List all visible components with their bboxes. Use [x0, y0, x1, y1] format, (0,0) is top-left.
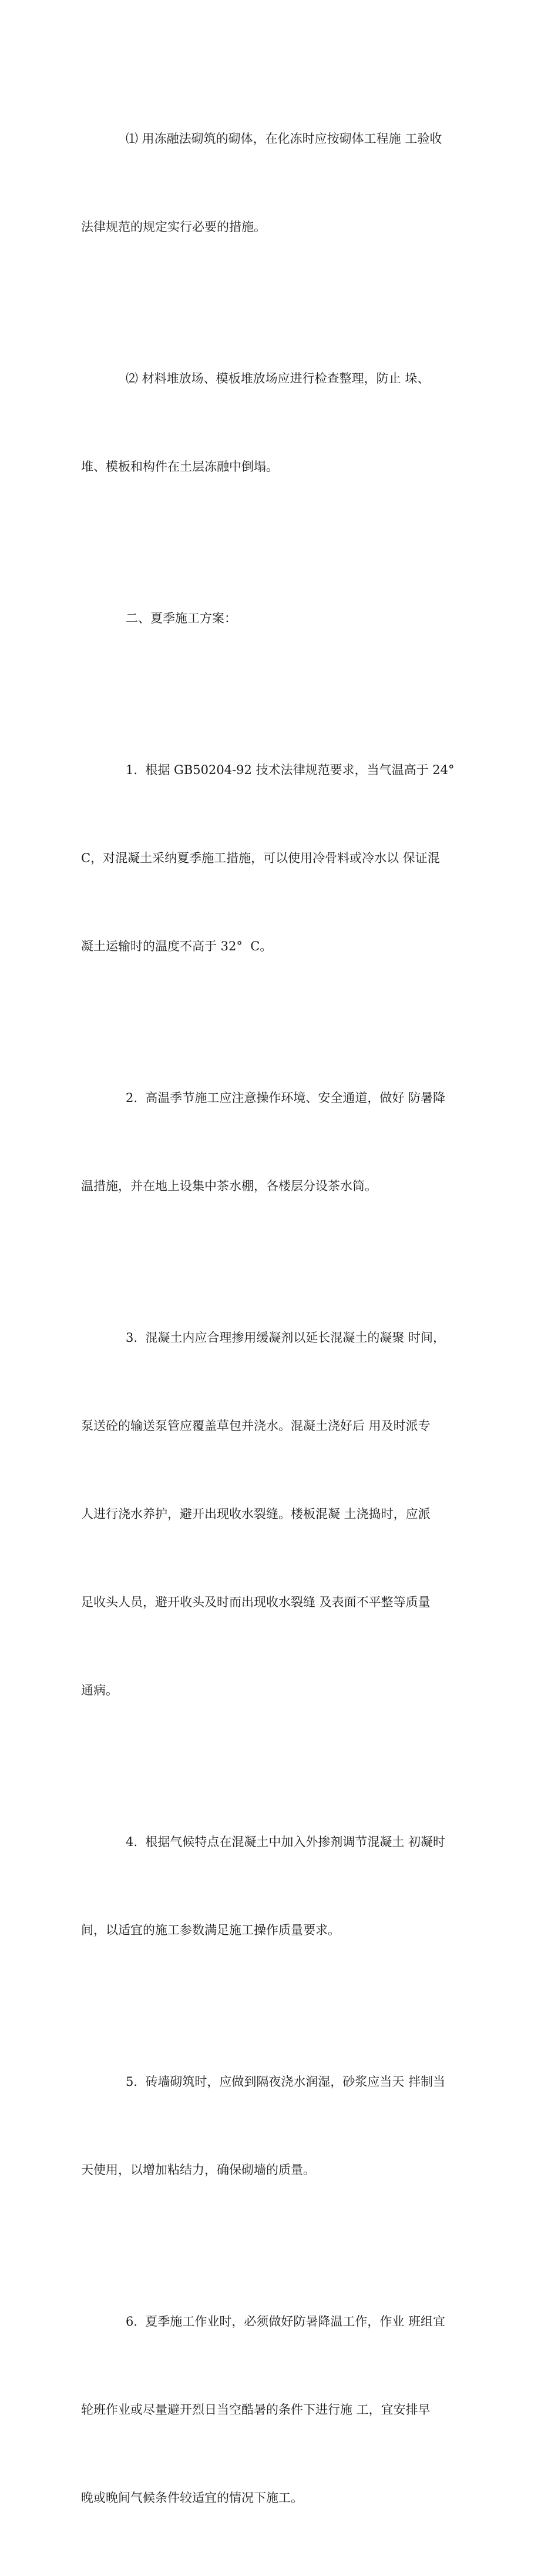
- paragraph-line: 泵送砼的输送泵管应覆盖草包并浇水。混凝土浇好后 用及时派专: [81, 1419, 431, 1433]
- paragraph-line: 1. 根据 GB50204-92 技术法律规范要求，当气温高于 24°: [126, 763, 455, 777]
- paragraph-line: 通病。: [81, 1683, 118, 1697]
- section-heading: [81, 545, 488, 692]
- paragraph-line: 人进行浇水养护，避开出现收水裂缝。楼板混凝 土浇捣时，应派: [81, 1507, 431, 1521]
- paragraph-line: 凝土运输时的温度不高于 32° C。: [81, 939, 273, 953]
- paragraph-line: 6. 夏季施工作业时，必须做好防暑降温工作，作业 班组宜: [126, 2314, 446, 2329]
- paragraph-item-5: [81, 2008, 488, 2243]
- paragraph-line: 轮班作业或尽量避开烈日当空酷暑的条件下进行施 工，宜安排早: [81, 2403, 431, 2417]
- paragraph-line: 4. 根据气候特点在混凝土中加入外掺剂调节混凝土 初凝时: [126, 1835, 446, 1849]
- paragraph-line: 温措施，并在地上设集中茶水棚，各楼层分设茶水筒。: [81, 1179, 377, 1193]
- paragraph-line: 足收头人员，避开收头及时而出现收水裂缝 及表面不平整等质量: [81, 1595, 431, 1609]
- paragraph-line: 天使用，以增加粘结力，确保砌墙的质量。: [81, 2163, 315, 2177]
- paragraph-line: 法律规范的规定实行必要的措施。: [81, 220, 266, 234]
- paragraph-line: 间，以适宜的施工参数满足施工操作质量要求。: [81, 1923, 340, 1937]
- paragraph-line: ⑵ 材料堆放场、模板堆放场应进行检查整理，防止 垛、: [126, 371, 430, 386]
- paragraph-1: [81, 65, 488, 300]
- paragraph-item-2: [81, 1024, 488, 1259]
- document-body: [81, 65, 488, 2576]
- paragraph-item-3: [81, 1264, 488, 1764]
- paragraph-item-1: [81, 696, 488, 1020]
- paragraph-line: ⑴ 用冻融法砌筑的砌体，在化冻时应按砌体工程施 工验收: [126, 132, 442, 146]
- paragraph-line: 堆、模板和构件在土层冻融中倒塌。: [81, 460, 278, 474]
- paragraph-line: 5. 砖墙砌筑时，应做到隔夜浇水润湿，砂浆应当天 拌制当: [126, 2075, 446, 2089]
- paragraph-item-6: [81, 2248, 488, 2571]
- paragraph-item-4: [81, 1768, 488, 2004]
- section-heading-text: 二、夏季施工方案：: [126, 611, 237, 625]
- paragraph-line: 3. 混凝土内应合理掺用缓凝剂以延长混凝土的凝聚 时间，: [126, 1331, 446, 1345]
- paragraph-line: C，对混凝土采纳夏季施工措施，可以使用冷骨料或冷水以 保证混: [81, 851, 440, 865]
- paragraph-line: 晚或晚间气候条件较适宜的情况下施工。: [81, 2491, 303, 2505]
- paragraph-2: [81, 305, 488, 540]
- paragraph-line: 2. 高温季节施工应注意操作环境、安全通道，做好 防暑降: [126, 1091, 446, 1105]
